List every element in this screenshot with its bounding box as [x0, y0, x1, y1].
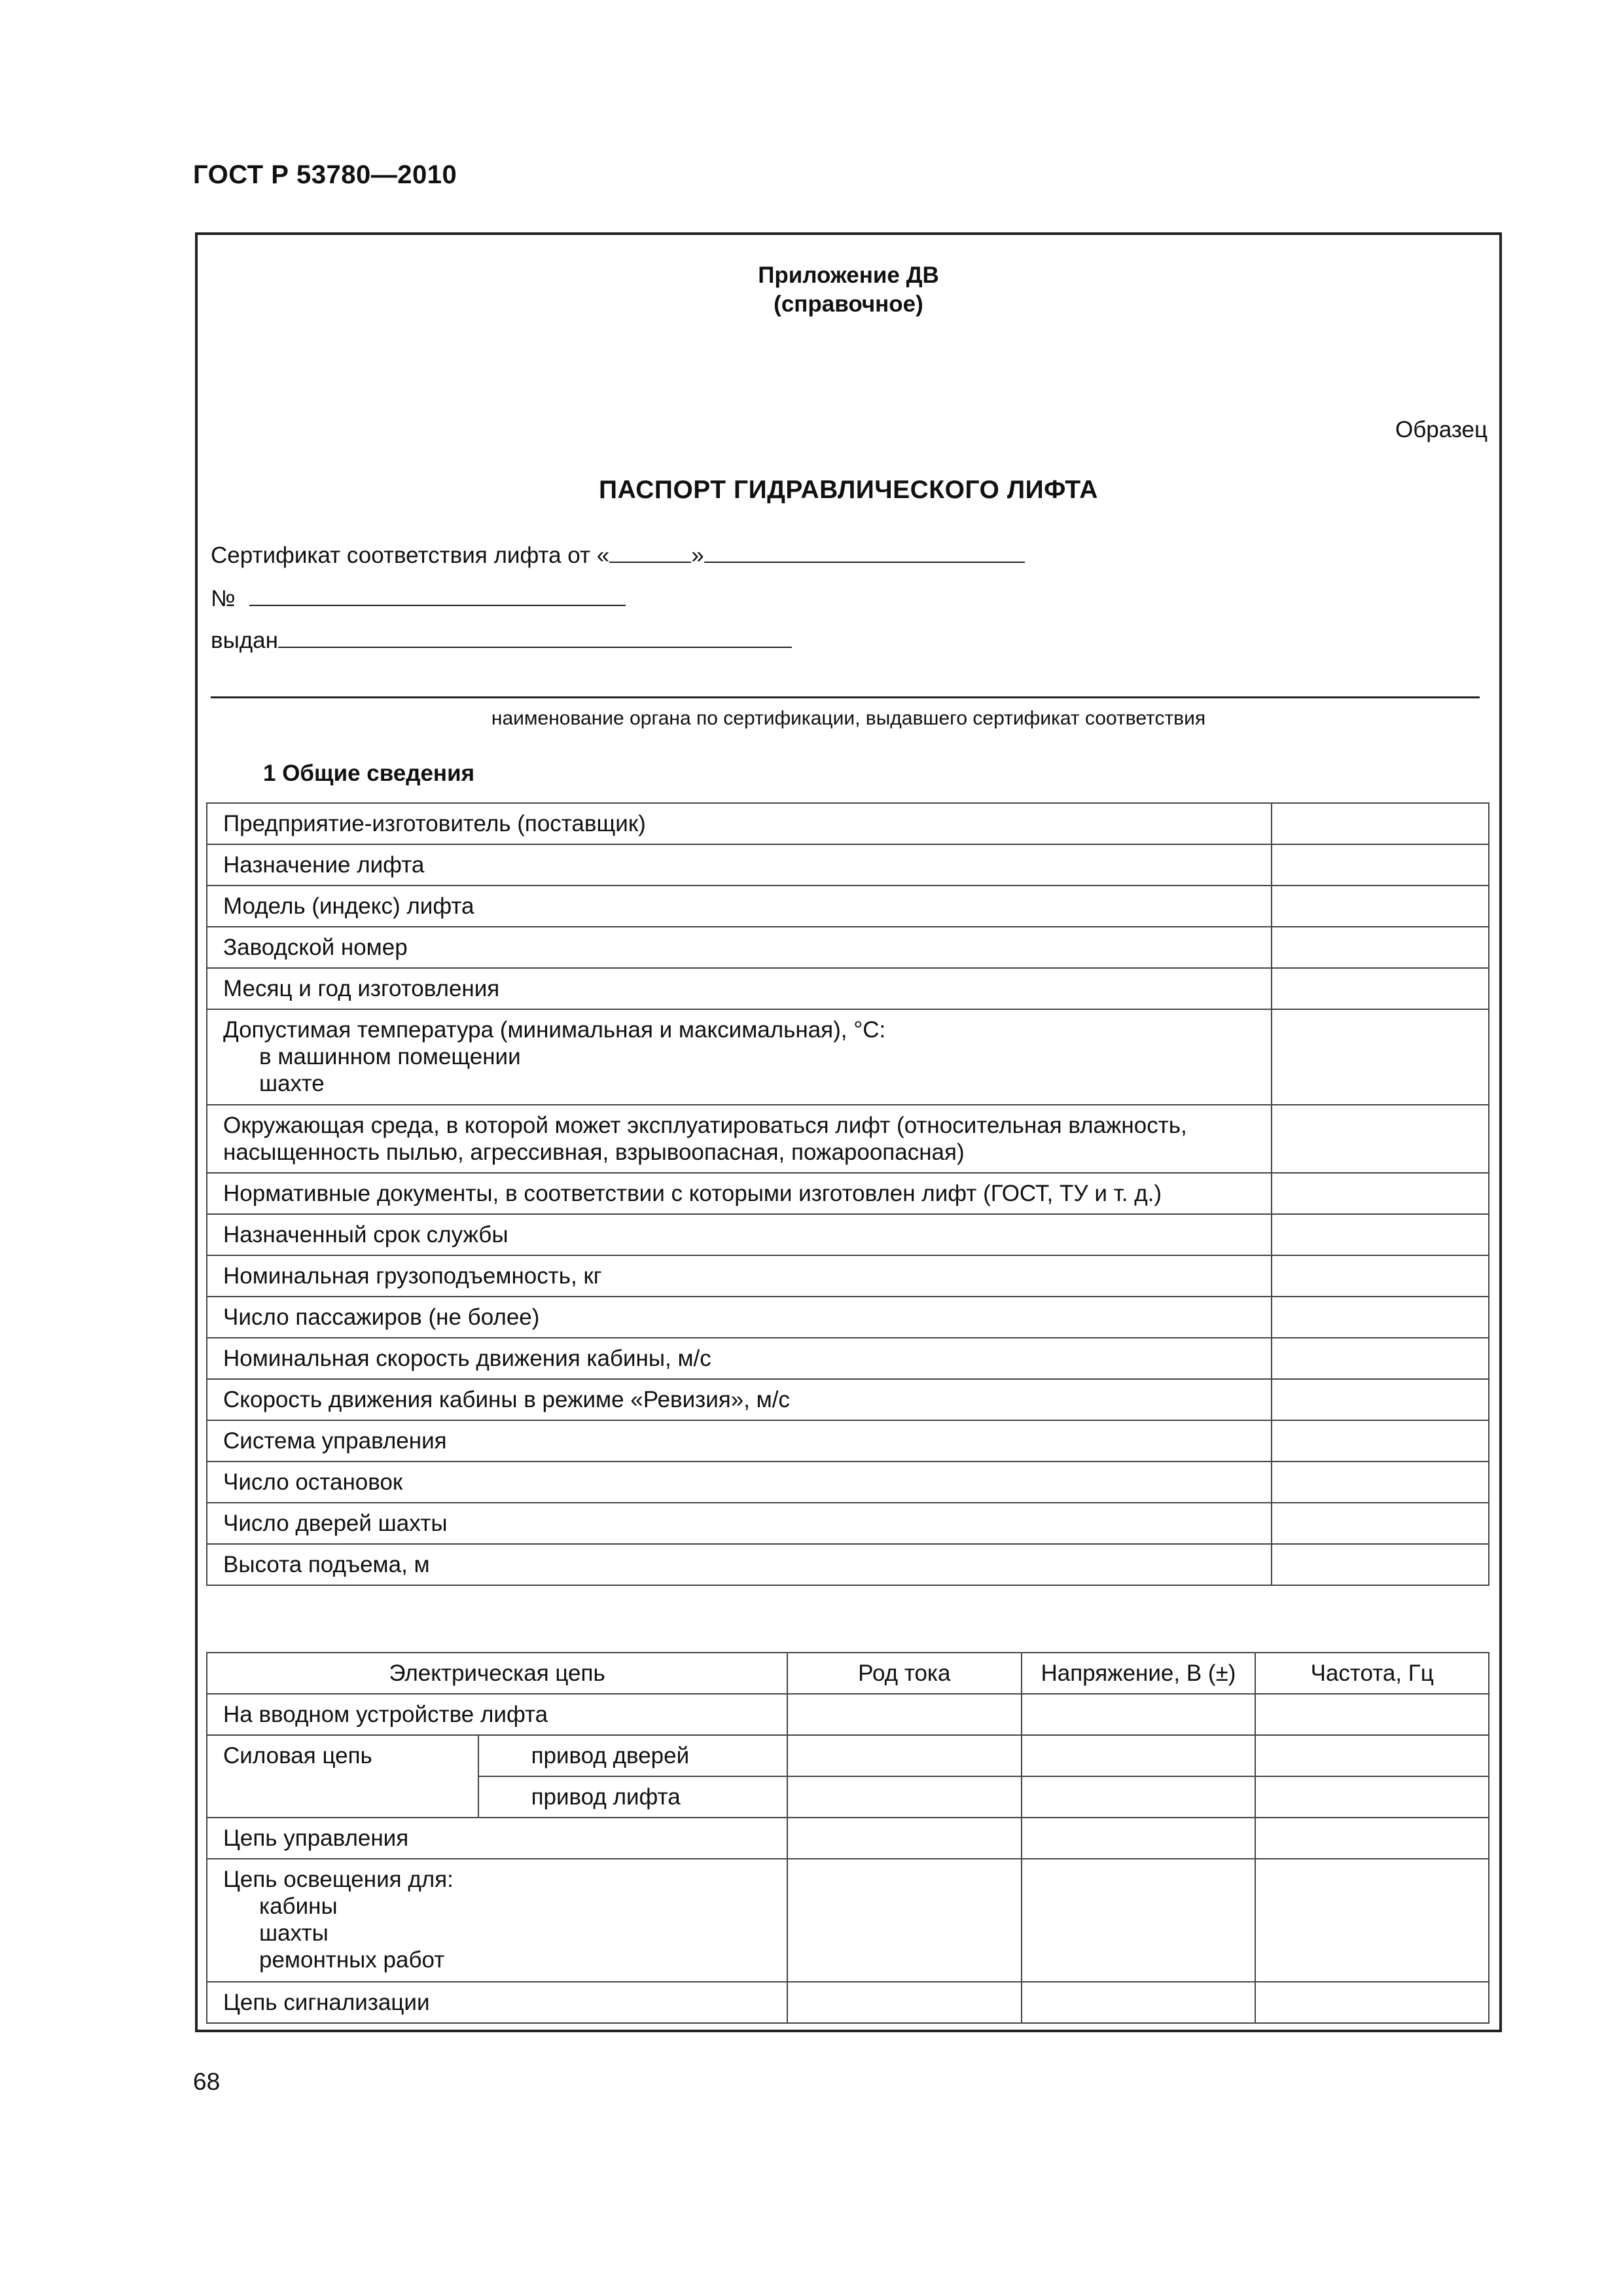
- table-row: [207, 1338, 1489, 1379]
- row-label: Окружающая среда, в которой может эксплуатироваться лифт (относительная влажность,: [223, 1113, 1187, 1138]
- page-number: 68: [193, 2068, 221, 2095]
- header-circuit: Электрическая цепь: [207, 1653, 787, 1694]
- value-cell[interactable]: [787, 1776, 1022, 1818]
- certification-body-blank[interactable]: [211, 696, 1480, 698]
- table-row: [207, 1379, 1489, 1420]
- row-label: Число пассажиров (не более): [207, 1297, 1272, 1338]
- table-row: [207, 1694, 1489, 1735]
- value-cell[interactable]: [1272, 1255, 1489, 1297]
- table-header-row: [207, 1653, 1489, 1694]
- appendix-heading: [198, 261, 1499, 319]
- value-cell[interactable]: [1272, 886, 1489, 927]
- certificate-date-blank[interactable]: [704, 543, 1025, 563]
- appendix-title: Приложение ДВ: [758, 262, 939, 288]
- row-label: Нормативные документы, в соответствии с которыми изготовлен лифт (ГОСТ, ТУ и т. д.): [207, 1173, 1272, 1214]
- value-cell[interactable]: [1272, 1379, 1489, 1420]
- value-cell[interactable]: [1272, 927, 1489, 968]
- row-label: Назначенный срок службы: [207, 1214, 1272, 1255]
- value-cell[interactable]: [1255, 1859, 1489, 1982]
- issued-label: выдан: [211, 628, 278, 653]
- number-label: №: [211, 586, 236, 611]
- table-row: [207, 1255, 1489, 1297]
- value-cell[interactable]: [1022, 1735, 1256, 1776]
- certificate-date-line: [211, 543, 1025, 569]
- value-cell[interactable]: [787, 1735, 1022, 1776]
- table-row: [207, 927, 1489, 968]
- certificate-issued-line: [211, 628, 792, 654]
- value-cell[interactable]: [1022, 1818, 1256, 1859]
- value-cell[interactable]: [1272, 844, 1489, 886]
- table-row: [207, 1009, 1489, 1105]
- table-row: [207, 1462, 1489, 1503]
- row-label: Заводской номер: [207, 927, 1272, 968]
- row-label-multiline: [207, 1105, 1272, 1173]
- appendix-subtitle: (справочное): [774, 291, 923, 317]
- table-row: [207, 1420, 1489, 1462]
- value-cell[interactable]: [1272, 968, 1489, 1009]
- value-cell[interactable]: [1272, 803, 1489, 844]
- electrical-circuits-table: [206, 1652, 1489, 2024]
- header-voltage: Напряжение, В (±): [1022, 1653, 1256, 1694]
- document-title: ПАСПОРТ ГИДРАВЛИЧЕСКОГО ЛИФТА: [599, 476, 1098, 504]
- row-sublabel: кабины: [259, 1893, 338, 1919]
- row-label-multiline: [207, 1859, 787, 1982]
- value-cell[interactable]: [1272, 1503, 1489, 1544]
- value-cell[interactable]: [1272, 1009, 1489, 1105]
- row-label: Назначение лифта: [207, 844, 1272, 886]
- appendix-frame: [195, 232, 1502, 2032]
- row-label: Высота подъема, м: [207, 1544, 1272, 1585]
- row-sublabel: привод лифта: [478, 1776, 788, 1818]
- certification-body-caption: наименование органа по сертификации, выдавшего сертификат соответствия: [491, 708, 1206, 729]
- table-row: [207, 1982, 1489, 2023]
- row-label: Цепь управления: [207, 1818, 787, 1859]
- row-label: На вводном устройстве лифта: [207, 1694, 787, 1735]
- certificate-number-blank[interactable]: [249, 586, 626, 606]
- row-sublabel: в машинном помещении: [259, 1044, 521, 1069]
- row-label: Силовая цепь: [207, 1735, 478, 1818]
- value-cell[interactable]: [1272, 1105, 1489, 1173]
- value-cell[interactable]: [1272, 1420, 1489, 1462]
- value-cell[interactable]: [1255, 1776, 1489, 1818]
- value-cell[interactable]: [1272, 1338, 1489, 1379]
- row-sublabel: шахты: [259, 1920, 329, 1946]
- table-row: [207, 1818, 1489, 1859]
- row-sublabel: шахте: [259, 1071, 325, 1096]
- certificate-label: Сертификат соответствия лифта от «: [211, 543, 610, 568]
- row-label: Цепь освещения для:: [223, 1867, 454, 1892]
- row-label: Число дверей шахты: [207, 1503, 1272, 1544]
- table-row: [207, 1173, 1489, 1214]
- row-label: Номинальная грузоподъемность, кг: [207, 1255, 1272, 1297]
- table-row: [207, 968, 1489, 1009]
- row-sublabel: ремонтных работ: [259, 1947, 445, 1973]
- value-cell[interactable]: [1022, 1694, 1256, 1735]
- table-row: [207, 1503, 1489, 1544]
- table-row: [207, 1735, 1489, 1776]
- value-cell[interactable]: [1272, 1214, 1489, 1255]
- value-cell[interactable]: [1272, 1173, 1489, 1214]
- value-cell[interactable]: [787, 1859, 1022, 1982]
- sample-label: Образец: [1395, 417, 1488, 442]
- table-row: [207, 1297, 1489, 1338]
- row-label: Модель (индекс) лифта: [207, 886, 1272, 927]
- section-1-heading: 1 Общие сведения: [263, 761, 475, 786]
- row-label: Месяц и год изготовления: [207, 968, 1272, 1009]
- value-cell[interactable]: [1022, 1776, 1256, 1818]
- table-row: [207, 1859, 1489, 1982]
- value-cell[interactable]: [1022, 1982, 1256, 2023]
- value-cell[interactable]: [1022, 1859, 1256, 1982]
- row-sublabel: привод дверей: [478, 1735, 788, 1776]
- row-label: Номинальная скорость движения кабины, м/с: [207, 1338, 1272, 1379]
- value-cell[interactable]: [1255, 1982, 1489, 2023]
- value-cell[interactable]: [1255, 1818, 1489, 1859]
- general-info-table: [206, 802, 1489, 1586]
- value-cell[interactable]: [787, 1694, 1022, 1735]
- value-cell[interactable]: [1272, 1544, 1489, 1585]
- row-label: Цепь сигнализации: [207, 1982, 787, 2023]
- certificate-quote-close: »: [691, 543, 704, 568]
- table-row: [207, 1544, 1489, 1585]
- row-label: Скорость движения кабины в режиме «Ревизия», м/с: [207, 1379, 1272, 1420]
- header-frequency: Частота, Гц: [1255, 1653, 1489, 1694]
- row-label: Число остановок: [207, 1462, 1272, 1503]
- certificate-issued-blank[interactable]: [278, 628, 792, 648]
- table-row: [207, 1105, 1489, 1173]
- certificate-number-line: [211, 586, 626, 612]
- table-row: [207, 844, 1489, 886]
- value-cell[interactable]: [1255, 1694, 1489, 1735]
- row-label-multiline: [207, 1009, 1272, 1105]
- standard-code: ГОСТ Р 53780—2010: [193, 160, 457, 189]
- row-label: Предприятие-изготовитель (поставщик): [207, 803, 1272, 844]
- row-label: Система управления: [207, 1420, 1272, 1462]
- value-cell[interactable]: [787, 1982, 1022, 2023]
- table-row: [207, 886, 1489, 927]
- value-cell[interactable]: [1272, 1462, 1489, 1503]
- row-label: Допустимая температура (минимальная и максимальная), °С:: [223, 1017, 886, 1043]
- certificate-day-blank[interactable]: [609, 543, 691, 563]
- row-label-continued: насыщенность пылью, агрессивная, взрывоопасная, пожароопасная): [223, 1139, 965, 1165]
- header-current-type: Род тока: [787, 1653, 1022, 1694]
- table-row: [207, 803, 1489, 844]
- table-row: [207, 1214, 1489, 1255]
- value-cell[interactable]: [1255, 1735, 1489, 1776]
- value-cell[interactable]: [787, 1818, 1022, 1859]
- value-cell[interactable]: [1272, 1297, 1489, 1338]
